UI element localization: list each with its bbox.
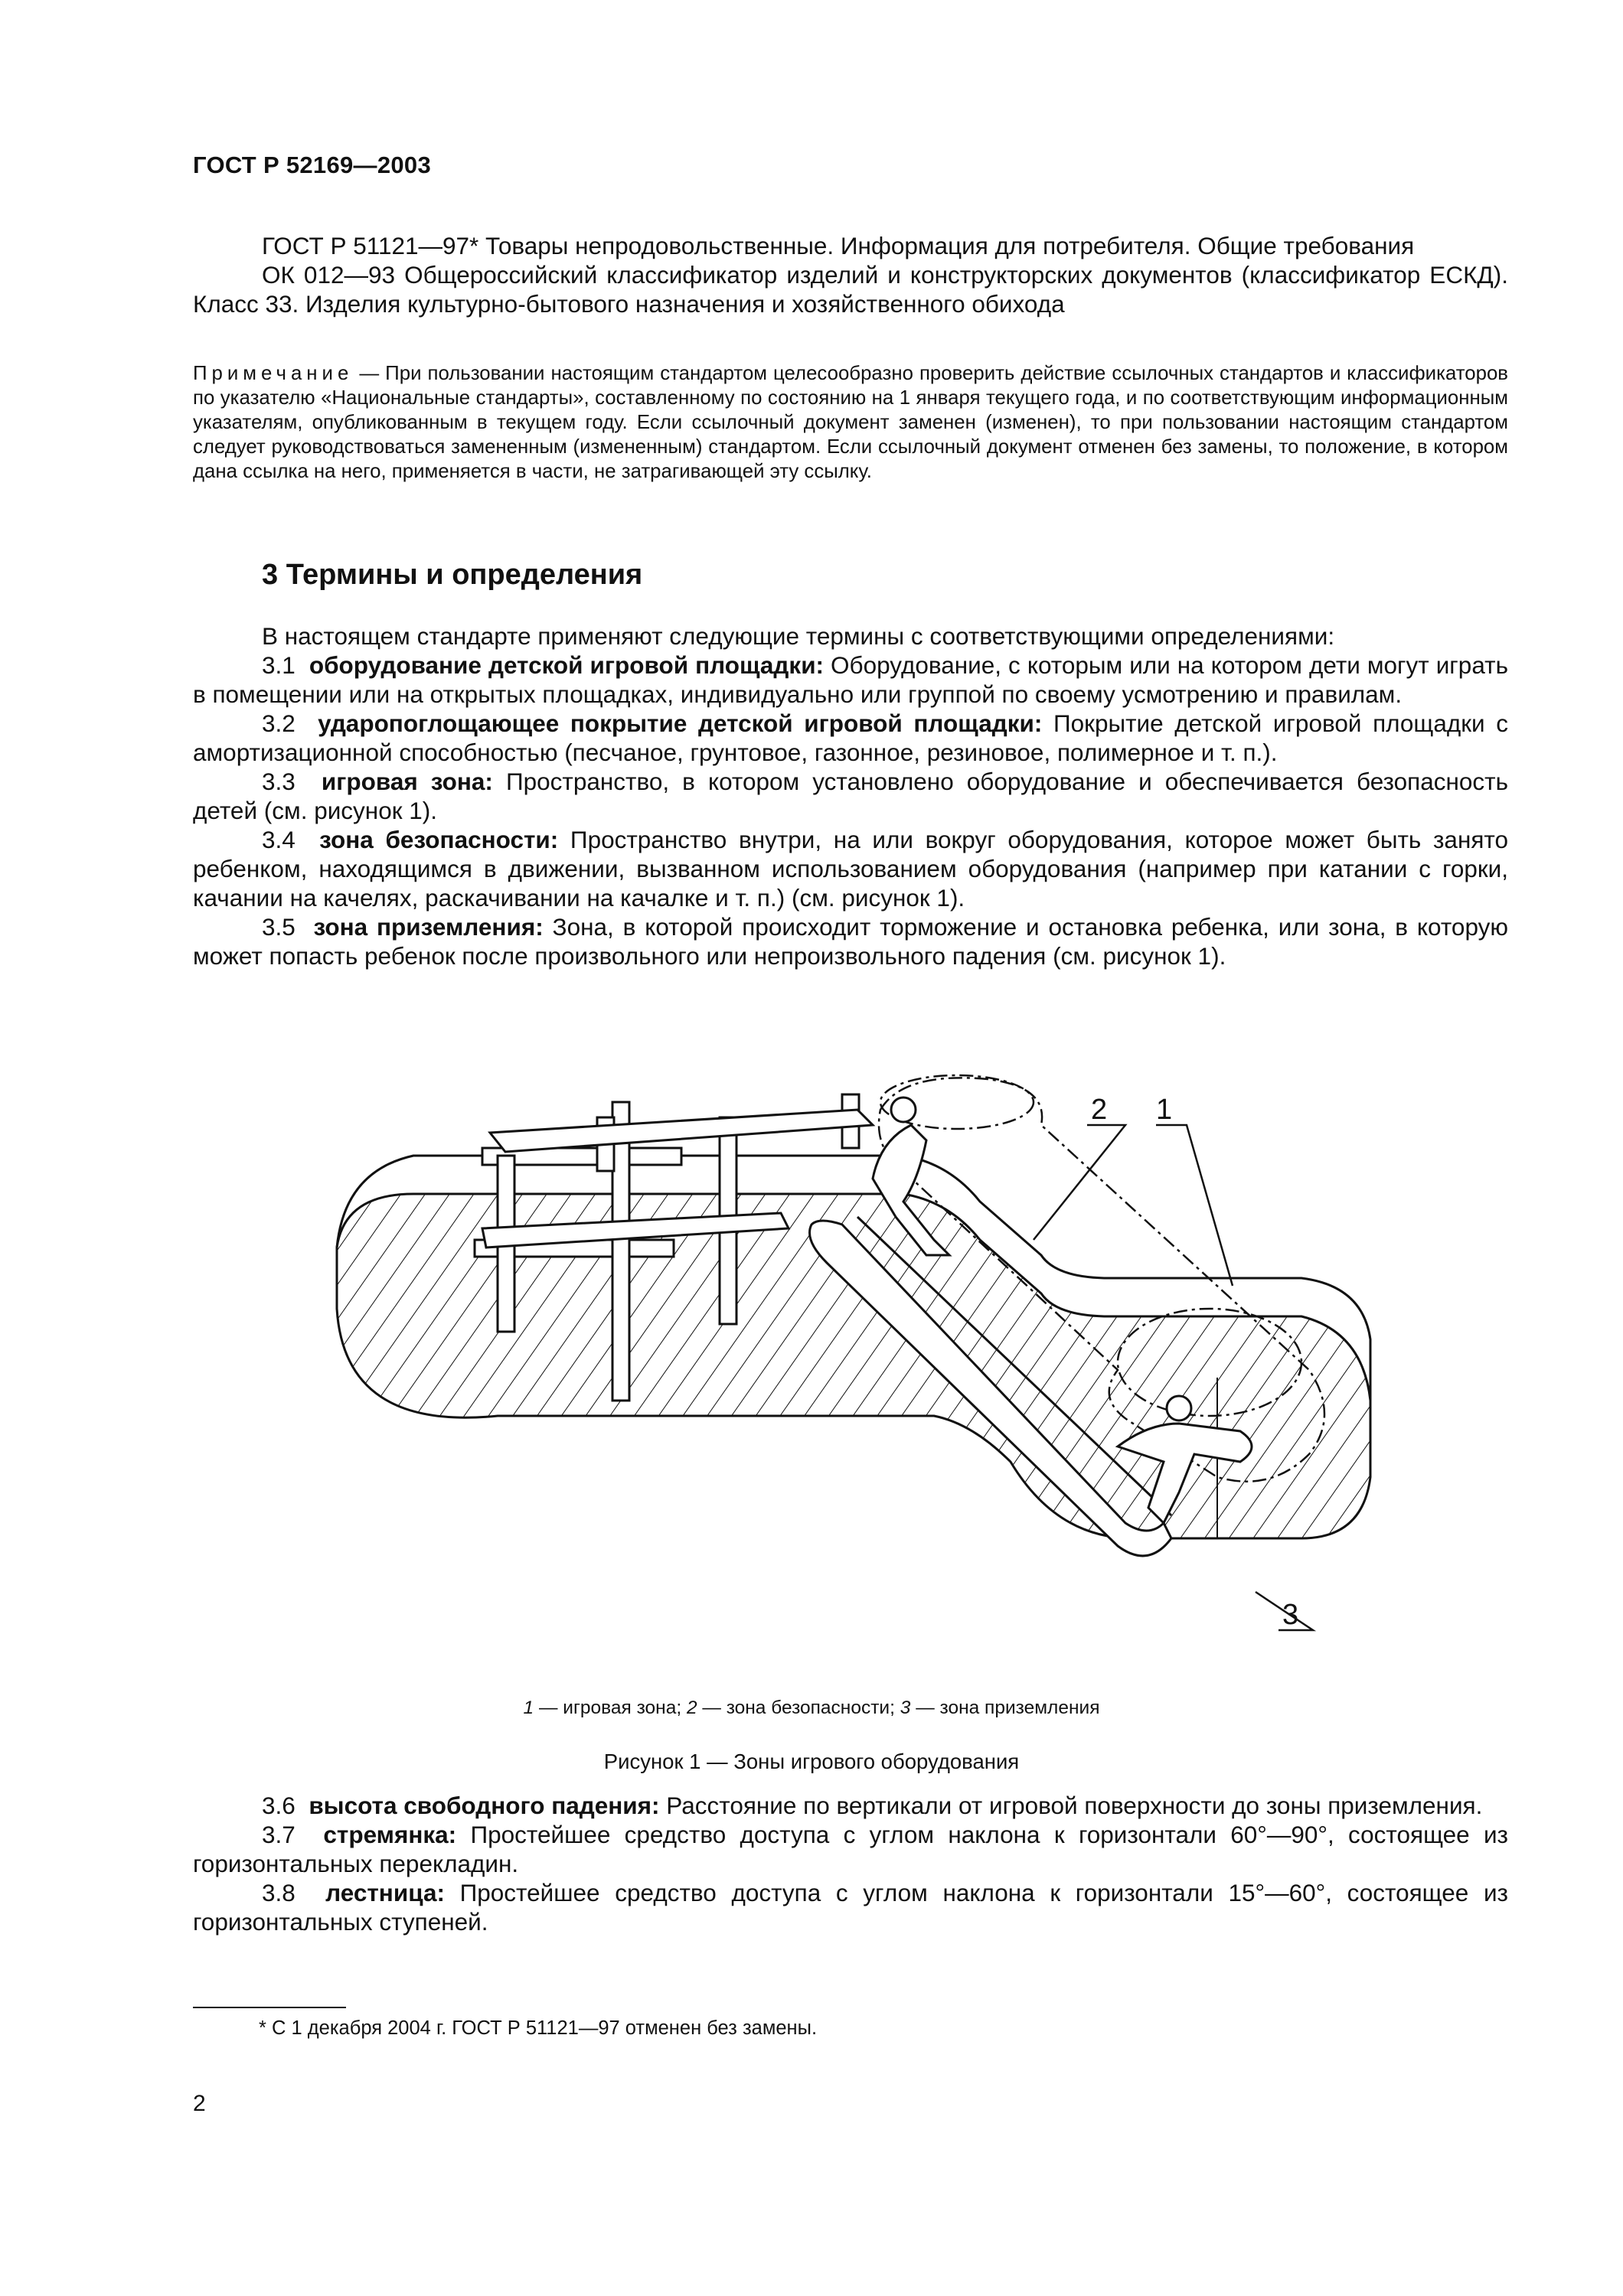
reference-item: ОК 012—93 Общероссийский классификатор изделий и конструкторских документов (классификатор ЕСКД). Класс 33. Изделия культурно-бытового назначения и хозяйственного обихода bbox=[193, 261, 1508, 318]
term-definition: 3.5 зона приземления: Зона, в которой происходит торможение и остановка ребенка, или зона, в которую может попасть ребенок после произвольного или непроизвольного падения (см. рисунок 1). bbox=[193, 913, 1508, 970]
references-block bbox=[193, 231, 1508, 318]
section-intro: В настоящем стандарте применяют следующие термины с соответствующими определениями: bbox=[262, 622, 1335, 650]
figure-legend: 1 — игровая зона; 2 — зона безопасности; 3 — зона приземления bbox=[523, 1698, 1100, 1718]
note-label: Примечание bbox=[193, 363, 354, 384]
term-definition: 3.7 стремянка: Простейшее средство доступа с углом наклона к горизонтали 60°—90°, состоящее из горизонтальных перекладин. bbox=[193, 1821, 1508, 1877]
term-definition: 3.8 лестница: Простейшее средство доступа с углом наклона к горизонтали 15°—60°, состоящее из горизонтальных ступеней. bbox=[193, 1879, 1508, 1936]
callout-label: 1 bbox=[1156, 1094, 1173, 1126]
callout-label: 2 bbox=[1091, 1094, 1108, 1126]
reference-item: ГОСТ Р 51121—97* Товары непродовольственные. Информация для потребителя. Общие требования bbox=[262, 232, 1415, 259]
callout-leader bbox=[1156, 1125, 1233, 1286]
term-definition: 3.3 игровая зона: Пространство, в котором установлено оборудование и обеспечивается безопасность детей (см. рисунок 1). bbox=[193, 768, 1508, 824]
footnote-divider bbox=[193, 2007, 346, 2008]
document-header: ГОСТ Р 52169—2003 bbox=[193, 152, 431, 178]
term-definition: 3.4 зона безопасности: Пространство внутри, на или вокруг оборудования, которое может быть занято ребенком, находящимся в движении, вызванном использованием оборудования (например при катании с горки, качании на качелях, раскачивании на качалке и т. п.) (см. рисунок 1). bbox=[193, 826, 1508, 912]
note-text: — При пользовании настоящим стандартом целесообразно проверить действие ссылочных стандартов и классификаторов по указателю «Национальные стандарты», составленному по состоянию на 1 января текущего года, и по соответствующим информационным указателям, опубликованным в текущем году. Если ссылочный документ заменен (изменен), то при пользовании настоящим стандартом следует руководствоваться замененным (измененным) стандартом. Если ссылочный документ отменен без замены, то положение, в котором дана ссылка на него, применяется в части, не затрагивающей эту ссылку. bbox=[193, 363, 1508, 482]
page-number: 2 bbox=[193, 2091, 206, 2116]
figure-caption: Рисунок 1 — Зоны игрового оборудования bbox=[603, 1750, 1020, 1773]
callout-label: 3 bbox=[1282, 1599, 1299, 1631]
play-zone-figure bbox=[322, 1064, 1409, 1691]
term-definition: 3.2 ударопоглощающее покрытие детской игровой площадки: Покрытие детской игровой площадки с амортизационной способностью (песчаное, грунтовое, газонное, резиновое, полимерное и т. п.). bbox=[193, 709, 1508, 766]
definitions-block bbox=[193, 621, 1508, 970]
callout-leader bbox=[1034, 1125, 1125, 1240]
term-definition: 3.1 оборудование детской игровой площадки: Оборудование, с которым или на котором дети могут играть в помещении или на открытых площадках, индивидуально или группой по своему усмотрению и правилам. bbox=[193, 651, 1508, 708]
term-definition: 3.6 высота свободного падения: Расстояние по вертикали от игровой поверхности до зоны приземления. bbox=[262, 1792, 1483, 1819]
note-block bbox=[193, 361, 1508, 484]
footnote: * С 1 декабря 2004 г. ГОСТ Р 51121—97 отменен без замены. bbox=[259, 2017, 818, 2039]
definitions-block-continued bbox=[193, 1791, 1508, 1936]
section-title: 3 Термины и определения bbox=[262, 559, 643, 591]
